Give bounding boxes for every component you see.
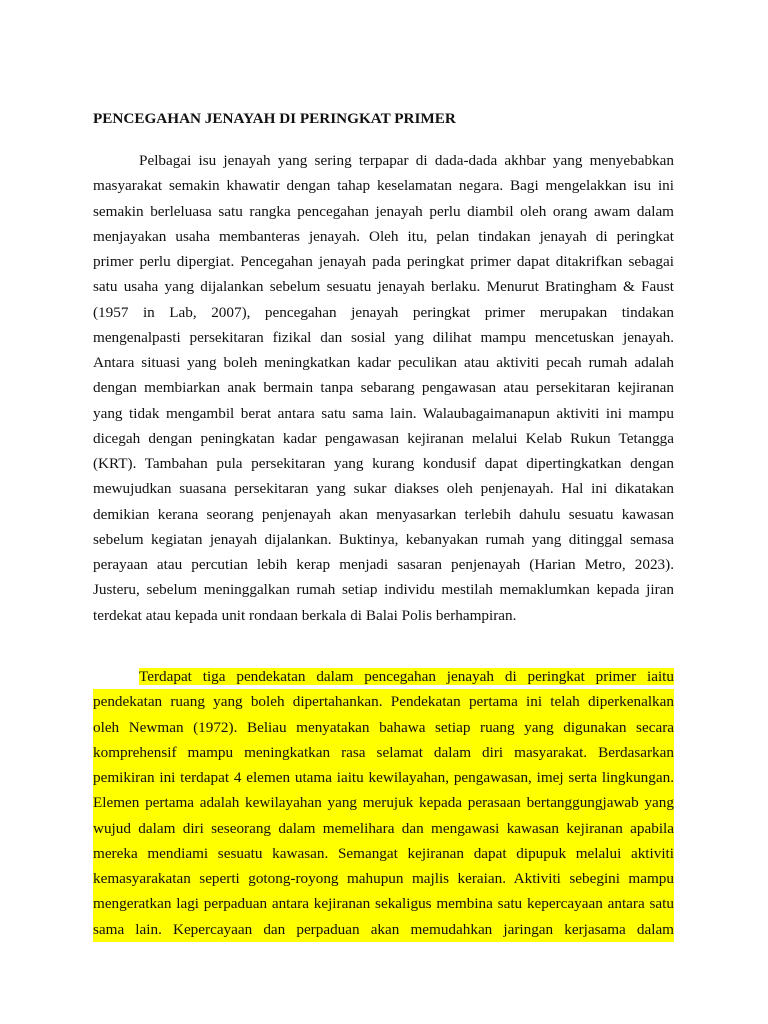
highlighted-line: wujud dalam diri seseorang dalam memelihara dan mengawasi kawasan kejiranan apabila	[93, 816, 674, 841]
paragraph-line: masyarakat semakin khawatir dengan tahap keselamatan negara. Bagi mengelakkan isu ini	[93, 177, 674, 195]
paragraph-line: sebelum kegiatan jenayah dijalankan. Buktinya, kebanyakan rumah yang ditinggal semasa	[93, 530, 674, 548]
paragraph-line: Pelbagai isu jenayah yang sering terpapar di dada-dada akhbar yang menyebabkan	[139, 152, 674, 169]
highlighted-line: kemasyarakatan seperti gotong-royong mahupun majlis keraian. Aktiviti sebegini mampu	[93, 866, 674, 891]
highlighted-line: oleh Newman (1972). Beliau menyatakan bahawa setiap ruang yang digunakan secara	[93, 715, 674, 740]
paragraph-line: Justeru, sebelum meninggalkan rumah setiap individu mestilah memaklumkan kepada jiran	[93, 581, 674, 599]
paragraph-2-highlighted	[93, 664, 674, 942]
highlighted-line: komprehensif mampu meningkatkan rasa selamat dalam diri masyarakat. Berdasarkan	[93, 740, 674, 765]
highlighted-line: mengeratkan lagi perpaduan antara kejiranan sekaligus membina satu kepercayaan antara satu	[93, 891, 674, 916]
paragraph-line: mengenalpasti persekitaran fizikal dan sosial yang dilihat mampu mencetuskan jenayah.	[93, 328, 674, 346]
paragraph-line: dengan membiarkan anak bermain tanpa sebarang pengawasan atau persekitaran kejiranan	[93, 379, 674, 397]
paragraph-line: yang tidak mengambil berat antara satu sama lain. Walaubagaimanapun aktiviti ini mampu	[93, 404, 674, 422]
paragraph-line: (1957 in Lab, 2007), pencegahan jenayah peringkat primer merupakan tindakan	[93, 303, 674, 321]
highlighted-line: sama lain. Kepercayaan dan perpaduan akan memudahkan jaringan kerjasama dalam	[93, 917, 674, 942]
paragraph-line: menjayakan usaha membanteras jenayah. Oleh itu, pelan tindakan jenayah di peringkat	[93, 227, 674, 245]
paragraph-line: satu usaha yang dijalankan sebelum sesuatu jenayah berlaku. Menurut Bratingham & Faust	[93, 278, 674, 296]
highlight-text: Terdapat tiga pendekatan dalam pencegahan jenayah di peringkat primer iaitu	[139, 668, 674, 685]
document-title: PENCEGAHAN JENAYAH DI PERINGKAT PRIMER	[93, 110, 456, 127]
paragraph-line: terdekat atau kepada unit rondaan berkala di Balai Polis berhampiran.	[93, 606, 517, 624]
paragraph-line: mewujudkan suasana persekitaran yang sukar diakses oleh penjenayah. Hal ini dikatakan	[93, 480, 674, 498]
paragraph-line: demikian kerana seorang penjenayah akan menyasarkan terlebih dahulu sesuatu kawasan	[93, 505, 674, 523]
paragraph-line: Antara situasi yang boleh meningkatkan kadar peculikan atau aktiviti pecah rumah adalah	[93, 354, 674, 371]
paragraph-line: dicegah dengan peningkatan kadar pengawasan kejiranan melalui Kelab Rukun Tetangga	[93, 429, 674, 447]
paragraph-line: primer perlu dipergiat. Pencegahan jenayah pada peringkat primer dapat ditakrifkan sebagai	[93, 253, 674, 270]
highlighted-line	[93, 664, 674, 689]
paragraph-1	[93, 148, 674, 628]
highlighted-line: Elemen pertama adalah kewilayahan yang merujuk kepada perasaan bertanggungjawab yang	[93, 790, 674, 815]
paragraph-line: semakin berleluasa satu rangka pencegahan jenayah perlu diambil oleh orang awam dalam	[93, 202, 674, 220]
paragraph-line: (KRT). Tambahan pula persekitaran yang kurang kondusif dapat dipertingkatkan dengan	[93, 455, 674, 472]
highlighted-line: pemikiran ini terdapat 4 elemen utama iaitu kewilayahan, pengawasan, imej serta lingkungan.	[93, 765, 674, 790]
highlighted-line: mereka mendiami sesuatu kawasan. Semangat kejiranan dapat dipupuk melalui aktiviti	[93, 841, 674, 866]
highlighted-line: pendekatan ruang yang boleh dipertahankan. Pendekatan pertama ini telah diperkenalkan	[93, 689, 674, 714]
paragraph-line: perayaan atau percutian lebih kerap menjadi sasaran penjenayah (Harian Metro, 2023).	[93, 556, 674, 573]
